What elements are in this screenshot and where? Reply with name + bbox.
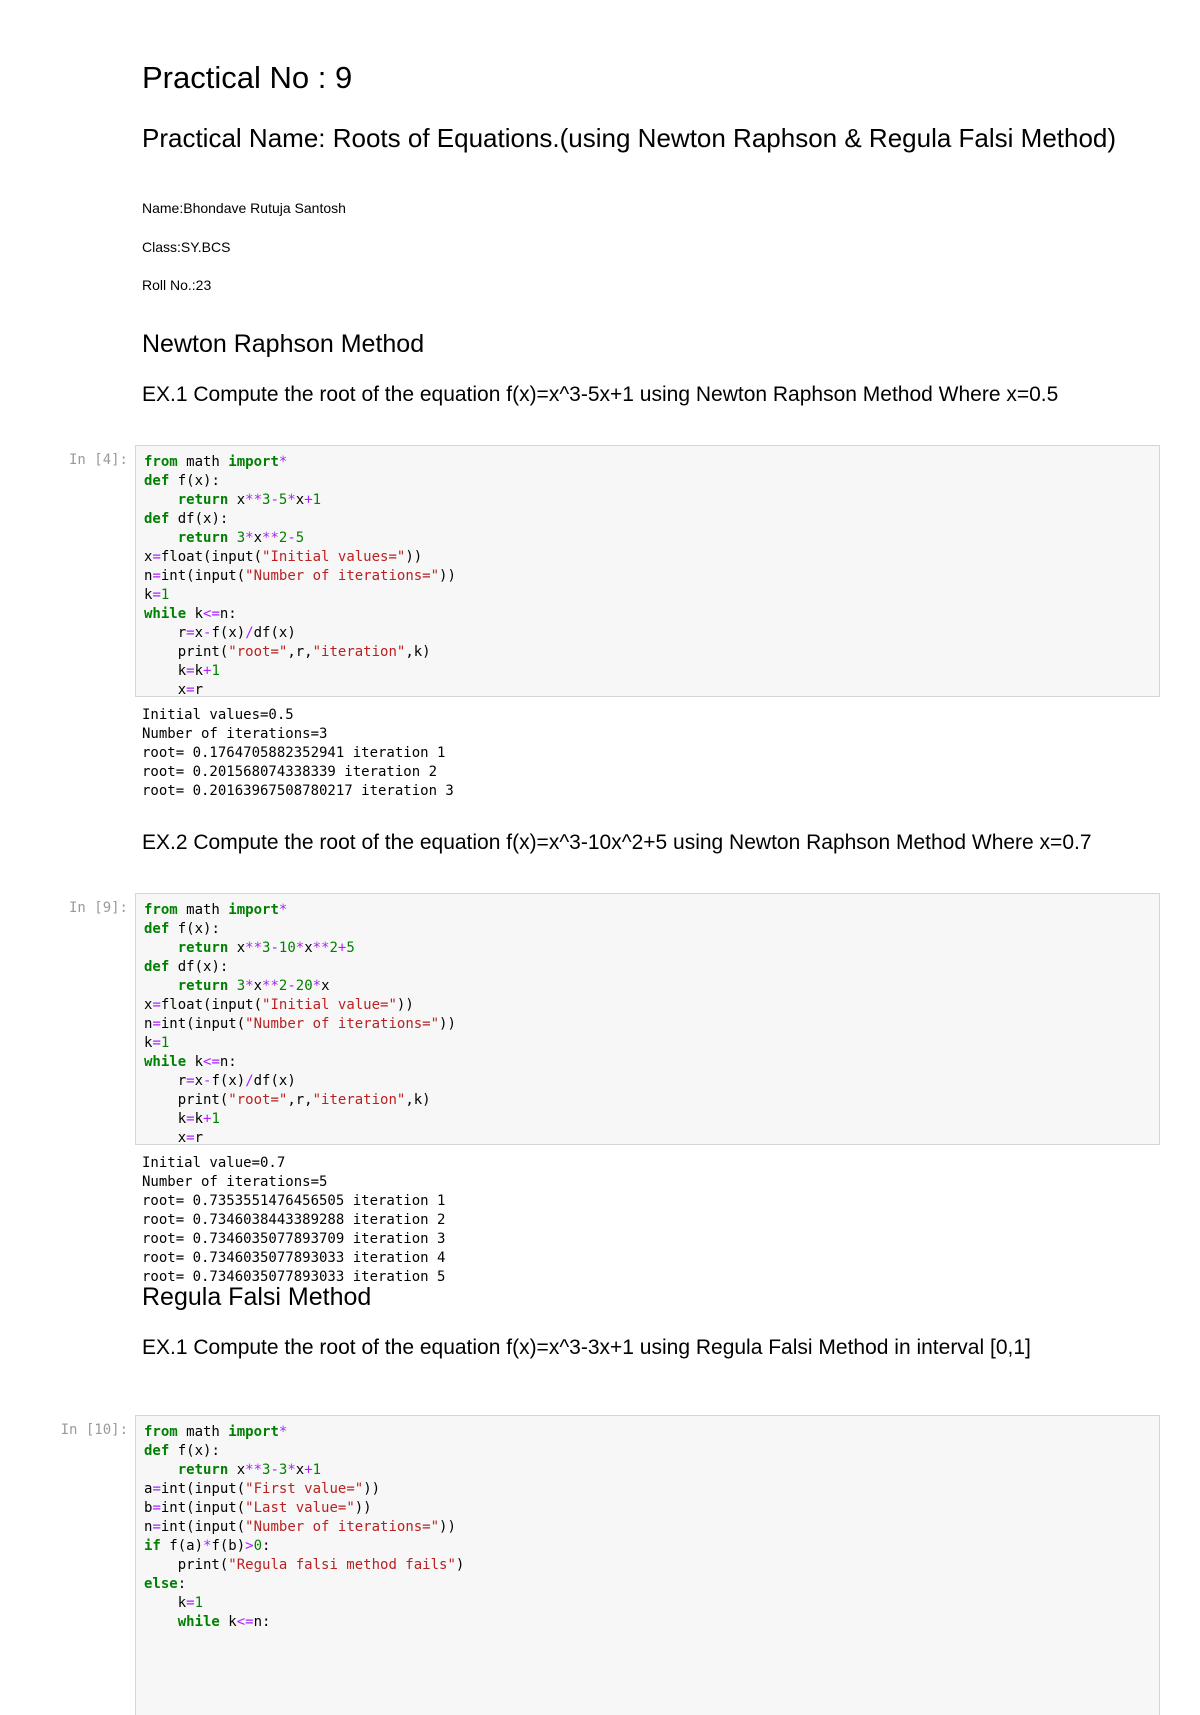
code-token: while bbox=[177, 1614, 220, 1630]
code-token: = bbox=[186, 682, 195, 698]
code-token: )) bbox=[439, 1519, 456, 1535]
code-token: float(input( bbox=[160, 997, 263, 1013]
code-token: ,k) bbox=[405, 644, 431, 660]
code-token: 5 bbox=[278, 492, 288, 508]
code-token bbox=[144, 978, 178, 994]
code-token: x bbox=[194, 625, 204, 641]
code-token: "root=" bbox=[228, 644, 288, 660]
code-token: k bbox=[144, 1595, 187, 1611]
code-token: print( bbox=[144, 644, 229, 660]
code-line bbox=[144, 997, 414, 1013]
code-token: k bbox=[144, 1111, 187, 1127]
code-line bbox=[144, 1538, 270, 1554]
code-token: int(input( bbox=[160, 1519, 246, 1535]
code-token: 1 bbox=[211, 663, 220, 679]
code-token: )) bbox=[439, 1016, 456, 1032]
code-token: = bbox=[152, 1500, 161, 1516]
code-token: "Initial values=" bbox=[262, 549, 406, 565]
output-cell-1: Initial values=0.5 Number of iterations=3 root= 0.1764705882352941 iteration 1 root= 0.201568074338339 iteration 2 root= 0.20163967508780217 iteration 3 bbox=[142, 707, 454, 799]
code-token: import bbox=[228, 902, 279, 918]
code-line bbox=[144, 940, 355, 956]
code-token: * bbox=[312, 978, 322, 994]
code-token: ** bbox=[245, 492, 263, 508]
code-token: 10 bbox=[278, 940, 296, 956]
code-token: import bbox=[228, 454, 279, 470]
code-token: 1 bbox=[194, 1595, 204, 1611]
code-line bbox=[144, 1500, 372, 1516]
code-token: return bbox=[177, 940, 229, 956]
code-line bbox=[144, 1519, 456, 1535]
code-token: 3 bbox=[262, 940, 271, 956]
code-token: k bbox=[144, 663, 187, 679]
code-token: x bbox=[194, 1073, 204, 1089]
code-token: n: bbox=[219, 606, 237, 622]
code-token: + bbox=[203, 1111, 212, 1127]
code-token bbox=[144, 492, 178, 508]
example-2-text: EX.2 Compute the root of the equation f(x)=x^3-10x^2+5 using Newton Raphson Method Where x=0.7 bbox=[142, 831, 1092, 854]
code-line bbox=[144, 549, 422, 565]
code-token: / bbox=[245, 1073, 254, 1089]
code-token: ,r, bbox=[287, 644, 313, 660]
code-token: f(x): bbox=[169, 1443, 220, 1459]
section-heading-newton-raphson: Newton Raphson Method bbox=[142, 330, 425, 358]
code-token: float(input( bbox=[160, 549, 263, 565]
code-token: int(input( bbox=[160, 1500, 246, 1516]
code-token: return bbox=[177, 492, 229, 508]
code-token: 1 bbox=[312, 1462, 322, 1478]
code-line bbox=[144, 663, 220, 679]
code-line bbox=[144, 1073, 296, 1089]
code-token: 3 bbox=[262, 492, 271, 508]
code-token: = bbox=[152, 549, 161, 565]
code-token bbox=[144, 940, 178, 956]
code-token: r bbox=[194, 1130, 204, 1146]
code-token: 0 bbox=[253, 1538, 263, 1554]
code-token: ** bbox=[245, 1462, 263, 1478]
code-line bbox=[144, 1557, 464, 1573]
code-token bbox=[144, 1614, 178, 1630]
code-token: k bbox=[144, 1035, 153, 1051]
code-line bbox=[144, 1424, 287, 1440]
code-token: )) bbox=[354, 1500, 372, 1516]
code-token: k bbox=[186, 606, 204, 622]
code-line bbox=[144, 1130, 203, 1146]
code-token: f(a) bbox=[160, 1538, 204, 1554]
code-token: df(x) bbox=[253, 1073, 296, 1089]
code-token: 5 bbox=[346, 940, 355, 956]
code-token: - bbox=[287, 530, 296, 546]
code-line bbox=[144, 473, 220, 489]
code-token: * bbox=[278, 902, 288, 918]
code-line bbox=[144, 568, 456, 584]
code-token: x bbox=[144, 549, 153, 565]
code-token bbox=[144, 530, 178, 546]
code-token: 3 bbox=[236, 530, 246, 546]
code-token: = bbox=[186, 1595, 195, 1611]
code-token: - bbox=[270, 492, 279, 508]
student-roll: Roll No.:23 bbox=[142, 277, 212, 293]
code-token: k bbox=[144, 587, 153, 603]
code-cell-1[interactable] bbox=[135, 445, 1160, 697]
code-token: while bbox=[144, 1054, 187, 1070]
code-token: 3 bbox=[236, 978, 246, 994]
code-line bbox=[144, 511, 228, 527]
code-token: from bbox=[144, 902, 178, 918]
code-token: "Number of iterations=" bbox=[245, 1016, 440, 1032]
code-line bbox=[144, 1054, 237, 1070]
code-line bbox=[144, 1614, 270, 1630]
code-token: "root=" bbox=[228, 1092, 288, 1108]
code-token: = bbox=[152, 587, 161, 603]
code-token: k bbox=[219, 1614, 237, 1630]
code-token: x bbox=[228, 1462, 246, 1478]
code-token: * bbox=[245, 978, 254, 994]
code-token: <= bbox=[236, 1614, 254, 1630]
code-token: ,r, bbox=[287, 1092, 313, 1108]
code-token: x bbox=[295, 1462, 305, 1478]
code-line bbox=[144, 454, 287, 470]
code-line bbox=[144, 606, 237, 622]
code-cell-3[interactable] bbox=[135, 1415, 1160, 1715]
code-token: )) bbox=[405, 549, 423, 565]
code-token: f(x): bbox=[169, 473, 220, 489]
code-token: else bbox=[144, 1576, 178, 1592]
code-line bbox=[144, 1481, 380, 1497]
code-token: 5 bbox=[295, 530, 305, 546]
code-token: k bbox=[194, 663, 204, 679]
code-token: 20 bbox=[295, 978, 313, 994]
code-token: def bbox=[144, 473, 170, 489]
code-token: return bbox=[177, 1462, 229, 1478]
code-token: = bbox=[152, 1481, 161, 1497]
code-token: import bbox=[228, 1424, 279, 1440]
code-line bbox=[144, 492, 321, 508]
student-name: Name:Bhondave Rutuja Santosh bbox=[142, 200, 346, 216]
code-token: ** bbox=[262, 978, 279, 994]
code-token: x bbox=[253, 530, 263, 546]
cell-prompt: In [9]: bbox=[68, 900, 128, 916]
code-line bbox=[144, 959, 228, 975]
code-token: n bbox=[144, 1016, 153, 1032]
code-token: a bbox=[144, 1481, 153, 1497]
code-line bbox=[144, 1462, 321, 1478]
code-token: n: bbox=[219, 1054, 237, 1070]
code-token: math bbox=[177, 902, 229, 918]
code-token: int(input( bbox=[160, 1016, 246, 1032]
code-line bbox=[144, 682, 203, 698]
page-title: Practical No : 9 bbox=[142, 60, 353, 95]
code-token: <= bbox=[203, 606, 220, 622]
code-token: def bbox=[144, 511, 170, 527]
code-line bbox=[144, 625, 296, 641]
code-token: ** bbox=[262, 530, 279, 546]
code-token: - bbox=[270, 1462, 279, 1478]
code-token: r bbox=[144, 1073, 187, 1089]
code-token: = bbox=[186, 625, 195, 641]
code-token: def bbox=[144, 959, 170, 975]
code-token: 2 bbox=[278, 530, 288, 546]
code-token: 3 bbox=[278, 1462, 288, 1478]
code-token: x bbox=[144, 1130, 187, 1146]
code-token: - bbox=[203, 625, 212, 641]
code-token: "Last value=" bbox=[245, 1500, 355, 1516]
code-line bbox=[144, 587, 169, 603]
code-line bbox=[144, 978, 330, 994]
practical-name: Practical Name: Roots of Equations.(using Newton Raphson & Regula Falsi Method) bbox=[142, 123, 1117, 153]
code-token: "Number of iterations=" bbox=[245, 1519, 440, 1535]
output-cell-2: Initial value=0.7 Number of iterations=5 root= 0.7353551476456505 iteration 1 root= 0.7346038443389288 iteration 2 root= 0.7346035077893709 iteration 3 root= 0.7346035077893033 iteration 4 root= 0.7346035077893033 iteration 5 bbox=[142, 1155, 446, 1285]
code-token: = bbox=[152, 568, 161, 584]
code-token: "Initial value=" bbox=[262, 997, 397, 1013]
code-token: f(x): bbox=[169, 921, 220, 937]
cell-prompt: In [10]: bbox=[60, 1422, 128, 1438]
code-token: x bbox=[144, 997, 153, 1013]
code-line bbox=[144, 1595, 203, 1611]
code-line bbox=[144, 1092, 431, 1108]
code-token: df(x): bbox=[169, 511, 229, 527]
code-token: * bbox=[245, 530, 254, 546]
code-token: x bbox=[144, 682, 187, 698]
section-heading-regula-falsi: Regula Falsi Method bbox=[142, 1283, 372, 1311]
code-token: n bbox=[144, 1519, 153, 1535]
code-token: 2 bbox=[278, 978, 288, 994]
code-token: "Regula falsi method fails" bbox=[228, 1557, 456, 1573]
code-token: x bbox=[228, 940, 246, 956]
code-token: 1 bbox=[312, 492, 322, 508]
student-class: Class:SY.BCS bbox=[142, 239, 231, 255]
code-token: n: bbox=[253, 1614, 271, 1630]
code-cell-2-source[interactable] bbox=[136, 894, 1159, 1155]
code-token: print( bbox=[144, 1092, 229, 1108]
code-token: r bbox=[194, 682, 204, 698]
code-token: * bbox=[287, 1462, 296, 1478]
code-token: / bbox=[245, 625, 254, 641]
code-token: )) bbox=[396, 997, 414, 1013]
code-token: print( bbox=[144, 1557, 229, 1573]
code-line bbox=[144, 1016, 456, 1032]
code-token: + bbox=[337, 940, 347, 956]
code-token: * bbox=[295, 940, 305, 956]
code-token: 1 bbox=[160, 587, 170, 603]
code-token: "First value=" bbox=[245, 1481, 364, 1497]
code-token: = bbox=[186, 1130, 195, 1146]
code-token: = bbox=[152, 997, 161, 1013]
code-token: = bbox=[186, 663, 195, 679]
code-token: 2 bbox=[329, 940, 338, 956]
code-token: 1 bbox=[211, 1111, 220, 1127]
code-token: - bbox=[203, 1073, 212, 1089]
code-token: from bbox=[144, 1424, 178, 1440]
code-token: 1 bbox=[160, 1035, 170, 1051]
code-line bbox=[144, 921, 220, 937]
code-token: from bbox=[144, 454, 178, 470]
code-token: "iteration" bbox=[312, 644, 406, 660]
code-token: )) bbox=[439, 568, 456, 584]
example-3-text: EX.1 Compute the root of the equation f(x)=x^3-3x+1 using Regula Falsi Method in interval [0,1] bbox=[142, 1336, 1031, 1359]
code-token: * bbox=[287, 492, 296, 508]
code-line bbox=[144, 1576, 186, 1592]
code-token: def bbox=[144, 921, 170, 937]
code-cell-2[interactable] bbox=[135, 893, 1160, 1145]
code-token: : bbox=[262, 1538, 271, 1554]
code-token: math bbox=[177, 454, 229, 470]
code-token: * bbox=[278, 454, 288, 470]
code-token: + bbox=[304, 492, 313, 508]
code-token: - bbox=[270, 940, 279, 956]
code-token: = bbox=[186, 1073, 195, 1089]
code-token: <= bbox=[203, 1054, 220, 1070]
code-token: k bbox=[186, 1054, 204, 1070]
code-token: * bbox=[278, 1424, 288, 1440]
code-token: math bbox=[177, 1424, 229, 1440]
code-token: k bbox=[194, 1111, 204, 1127]
code-line bbox=[144, 1035, 169, 1051]
code-cell-1-source[interactable] bbox=[136, 446, 1159, 707]
code-token: f(x) bbox=[211, 1073, 246, 1089]
code-token: x bbox=[321, 978, 330, 994]
code-token: * bbox=[203, 1538, 212, 1554]
code-token: )) bbox=[363, 1481, 381, 1497]
code-token: f(b) bbox=[211, 1538, 246, 1554]
code-token: x bbox=[295, 492, 305, 508]
code-token bbox=[228, 978, 236, 994]
code-line bbox=[144, 530, 304, 546]
cell-prompt: In [4]: bbox=[68, 452, 128, 468]
code-cell-3-source[interactable] bbox=[136, 1416, 1159, 1639]
code-token: = bbox=[152, 1016, 161, 1032]
code-token: ) bbox=[455, 1557, 465, 1573]
code-token: + bbox=[203, 663, 212, 679]
code-token: + bbox=[304, 1462, 313, 1478]
code-token: : bbox=[177, 1576, 187, 1592]
code-token: ,k) bbox=[405, 1092, 431, 1108]
code-token: def bbox=[144, 1443, 170, 1459]
code-token: x bbox=[253, 978, 263, 994]
code-token: return bbox=[177, 978, 229, 994]
code-token: df(x) bbox=[253, 625, 296, 641]
code-token: ** bbox=[245, 940, 263, 956]
code-token: "iteration" bbox=[312, 1092, 406, 1108]
code-token: r bbox=[144, 625, 187, 641]
code-line bbox=[144, 1443, 220, 1459]
code-token: b bbox=[144, 1500, 153, 1516]
example-1-text: EX.1 Compute the root of the equation f(x)=x^3-5x+1 using Newton Raphson Method Where x=0.5 bbox=[142, 383, 1059, 406]
code-token: if bbox=[144, 1538, 161, 1554]
code-line bbox=[144, 1111, 220, 1127]
code-token: = bbox=[152, 1035, 161, 1051]
code-token: "Number of iterations=" bbox=[245, 568, 440, 584]
code-token: = bbox=[186, 1111, 195, 1127]
code-line bbox=[144, 902, 287, 918]
code-token: x bbox=[304, 940, 313, 956]
code-token: ** bbox=[312, 940, 330, 956]
code-token: > bbox=[245, 1538, 254, 1554]
code-token bbox=[144, 1462, 178, 1478]
code-token: = bbox=[152, 1519, 161, 1535]
code-token: int(input( bbox=[160, 1481, 246, 1497]
code-token: while bbox=[144, 606, 187, 622]
code-token: int(input( bbox=[160, 568, 246, 584]
code-token: df(x): bbox=[169, 959, 229, 975]
code-token: f(x) bbox=[211, 625, 246, 641]
code-token bbox=[228, 530, 236, 546]
code-token: n bbox=[144, 568, 153, 584]
code-line bbox=[144, 644, 431, 660]
code-token: x bbox=[228, 492, 246, 508]
code-token: 3 bbox=[262, 1462, 271, 1478]
code-token: return bbox=[177, 530, 229, 546]
code-token: - bbox=[287, 978, 296, 994]
